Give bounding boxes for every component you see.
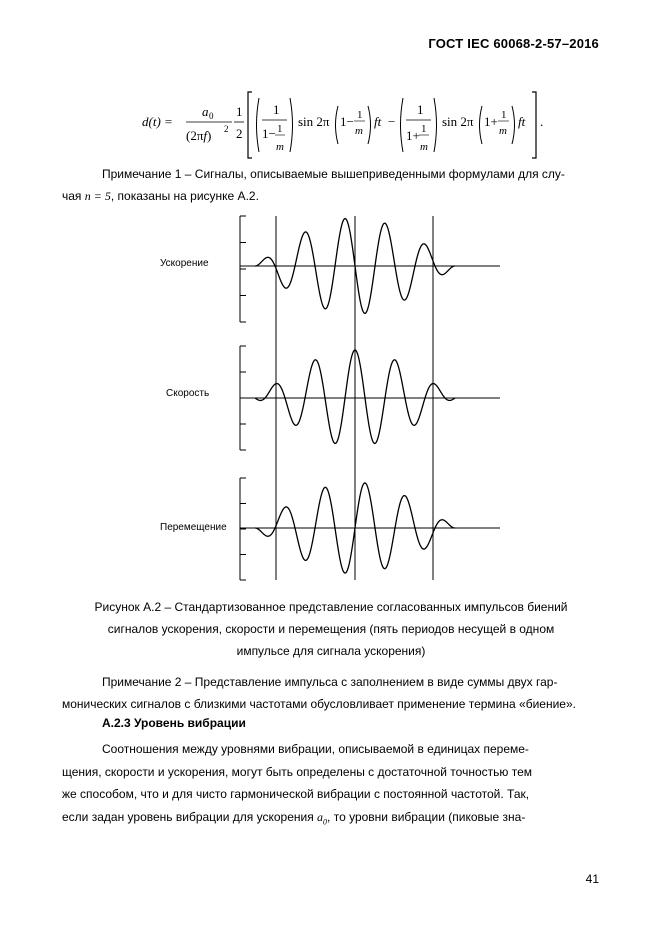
- plot-axes: [240, 216, 500, 580]
- svg-text:1: 1: [357, 109, 363, 121]
- note-1-n-expr: n = 5: [84, 189, 111, 203]
- svg-text:1−: 1−: [340, 114, 354, 129]
- svg-text:m: m: [420, 141, 428, 153]
- beat-displacement-formula: [142, 88, 562, 162]
- label-velocity: Скорость: [166, 388, 210, 399]
- section-heading: А.2.3 Уровень вибрации: [102, 716, 246, 730]
- svg-text:sin 2π: sin 2π: [298, 114, 330, 129]
- svg-text:2: 2: [236, 126, 243, 141]
- svg-text:1: 1: [273, 102, 280, 117]
- svg-text:.: .: [540, 114, 544, 129]
- svg-text:1: 1: [501, 109, 507, 121]
- svg-text:2: 2: [224, 124, 229, 134]
- svg-text:m: m: [355, 125, 363, 137]
- formula-coef-den: (2πf): [186, 128, 212, 143]
- formula-svg: [142, 88, 562, 162]
- figure-caption: Рисунок А.2 – Стандартизованное представление согласованных импульсов биений сигналов ускорения, скорости и перемещения (пять периодов несущей в одном импульсе для сигнала ускорения): [94, 600, 568, 658]
- svg-text:ft: ft: [374, 114, 382, 129]
- beat-signals-plot: [150, 210, 510, 588]
- formula-coef-num: a: [202, 104, 209, 119]
- svg-text:1: 1: [417, 102, 424, 117]
- note-2: Примечание 2 – Представление импульса с заполнением в виде суммы двух гар- монических сигналов с близкими частотами обусловливает применение термина «биение».: [62, 675, 576, 711]
- svg-text:1−: 1−: [262, 126, 276, 141]
- note-1: Примечание 1 – Сигналы, описываемые вышеприведенными формулами для слу- чая n = 5, показаны на рисунке А.2.: [62, 167, 565, 203]
- svg-text:1: 1: [421, 123, 427, 135]
- figure-a2: [150, 210, 510, 588]
- page-number: 41: [585, 872, 599, 886]
- svg-text:m: m: [276, 141, 284, 153]
- note-2-label: Примечание 2: [102, 675, 182, 689]
- svg-text:1: 1: [236, 104, 243, 119]
- note-1-text: – Сигналы, описываемые вышеприведенными формулами для слу-: [181, 167, 565, 181]
- label-acceleration: Ускорение: [160, 258, 209, 269]
- svg-text:sin 2π: sin 2π: [442, 114, 474, 129]
- symbol-a0: $a_0$: [317, 809, 328, 826]
- label-displacement: Перемещение: [160, 522, 227, 533]
- svg-text:1: 1: [277, 123, 283, 135]
- svg-text:1+: 1+: [406, 128, 420, 143]
- document-code-header: ГОСТ IEC 60068-2-57–2016: [428, 36, 599, 51]
- note-1-label: Примечание 1: [102, 167, 182, 181]
- formula-lhs: d(t) =: [142, 114, 173, 129]
- svg-text:m: m: [499, 125, 507, 137]
- formula-minus: −: [388, 114, 396, 129]
- svg-text:ft: ft: [518, 114, 526, 129]
- svg-text:1+: 1+: [484, 114, 498, 129]
- section-body: Соотношения между уровнями вибрации, описываемой в единицах переме- щения, скорости и ускорения, могут быть определены с достаточной точностью тем же способом, что и для чисто гармонической вибрации с постоянной частотой. Так, если задан уровень вибрации для ускорения $a_0$, то уровни вибрации (пиковые зна-: [62, 742, 532, 826]
- formula-coef-num-sub: 0: [209, 111, 214, 121]
